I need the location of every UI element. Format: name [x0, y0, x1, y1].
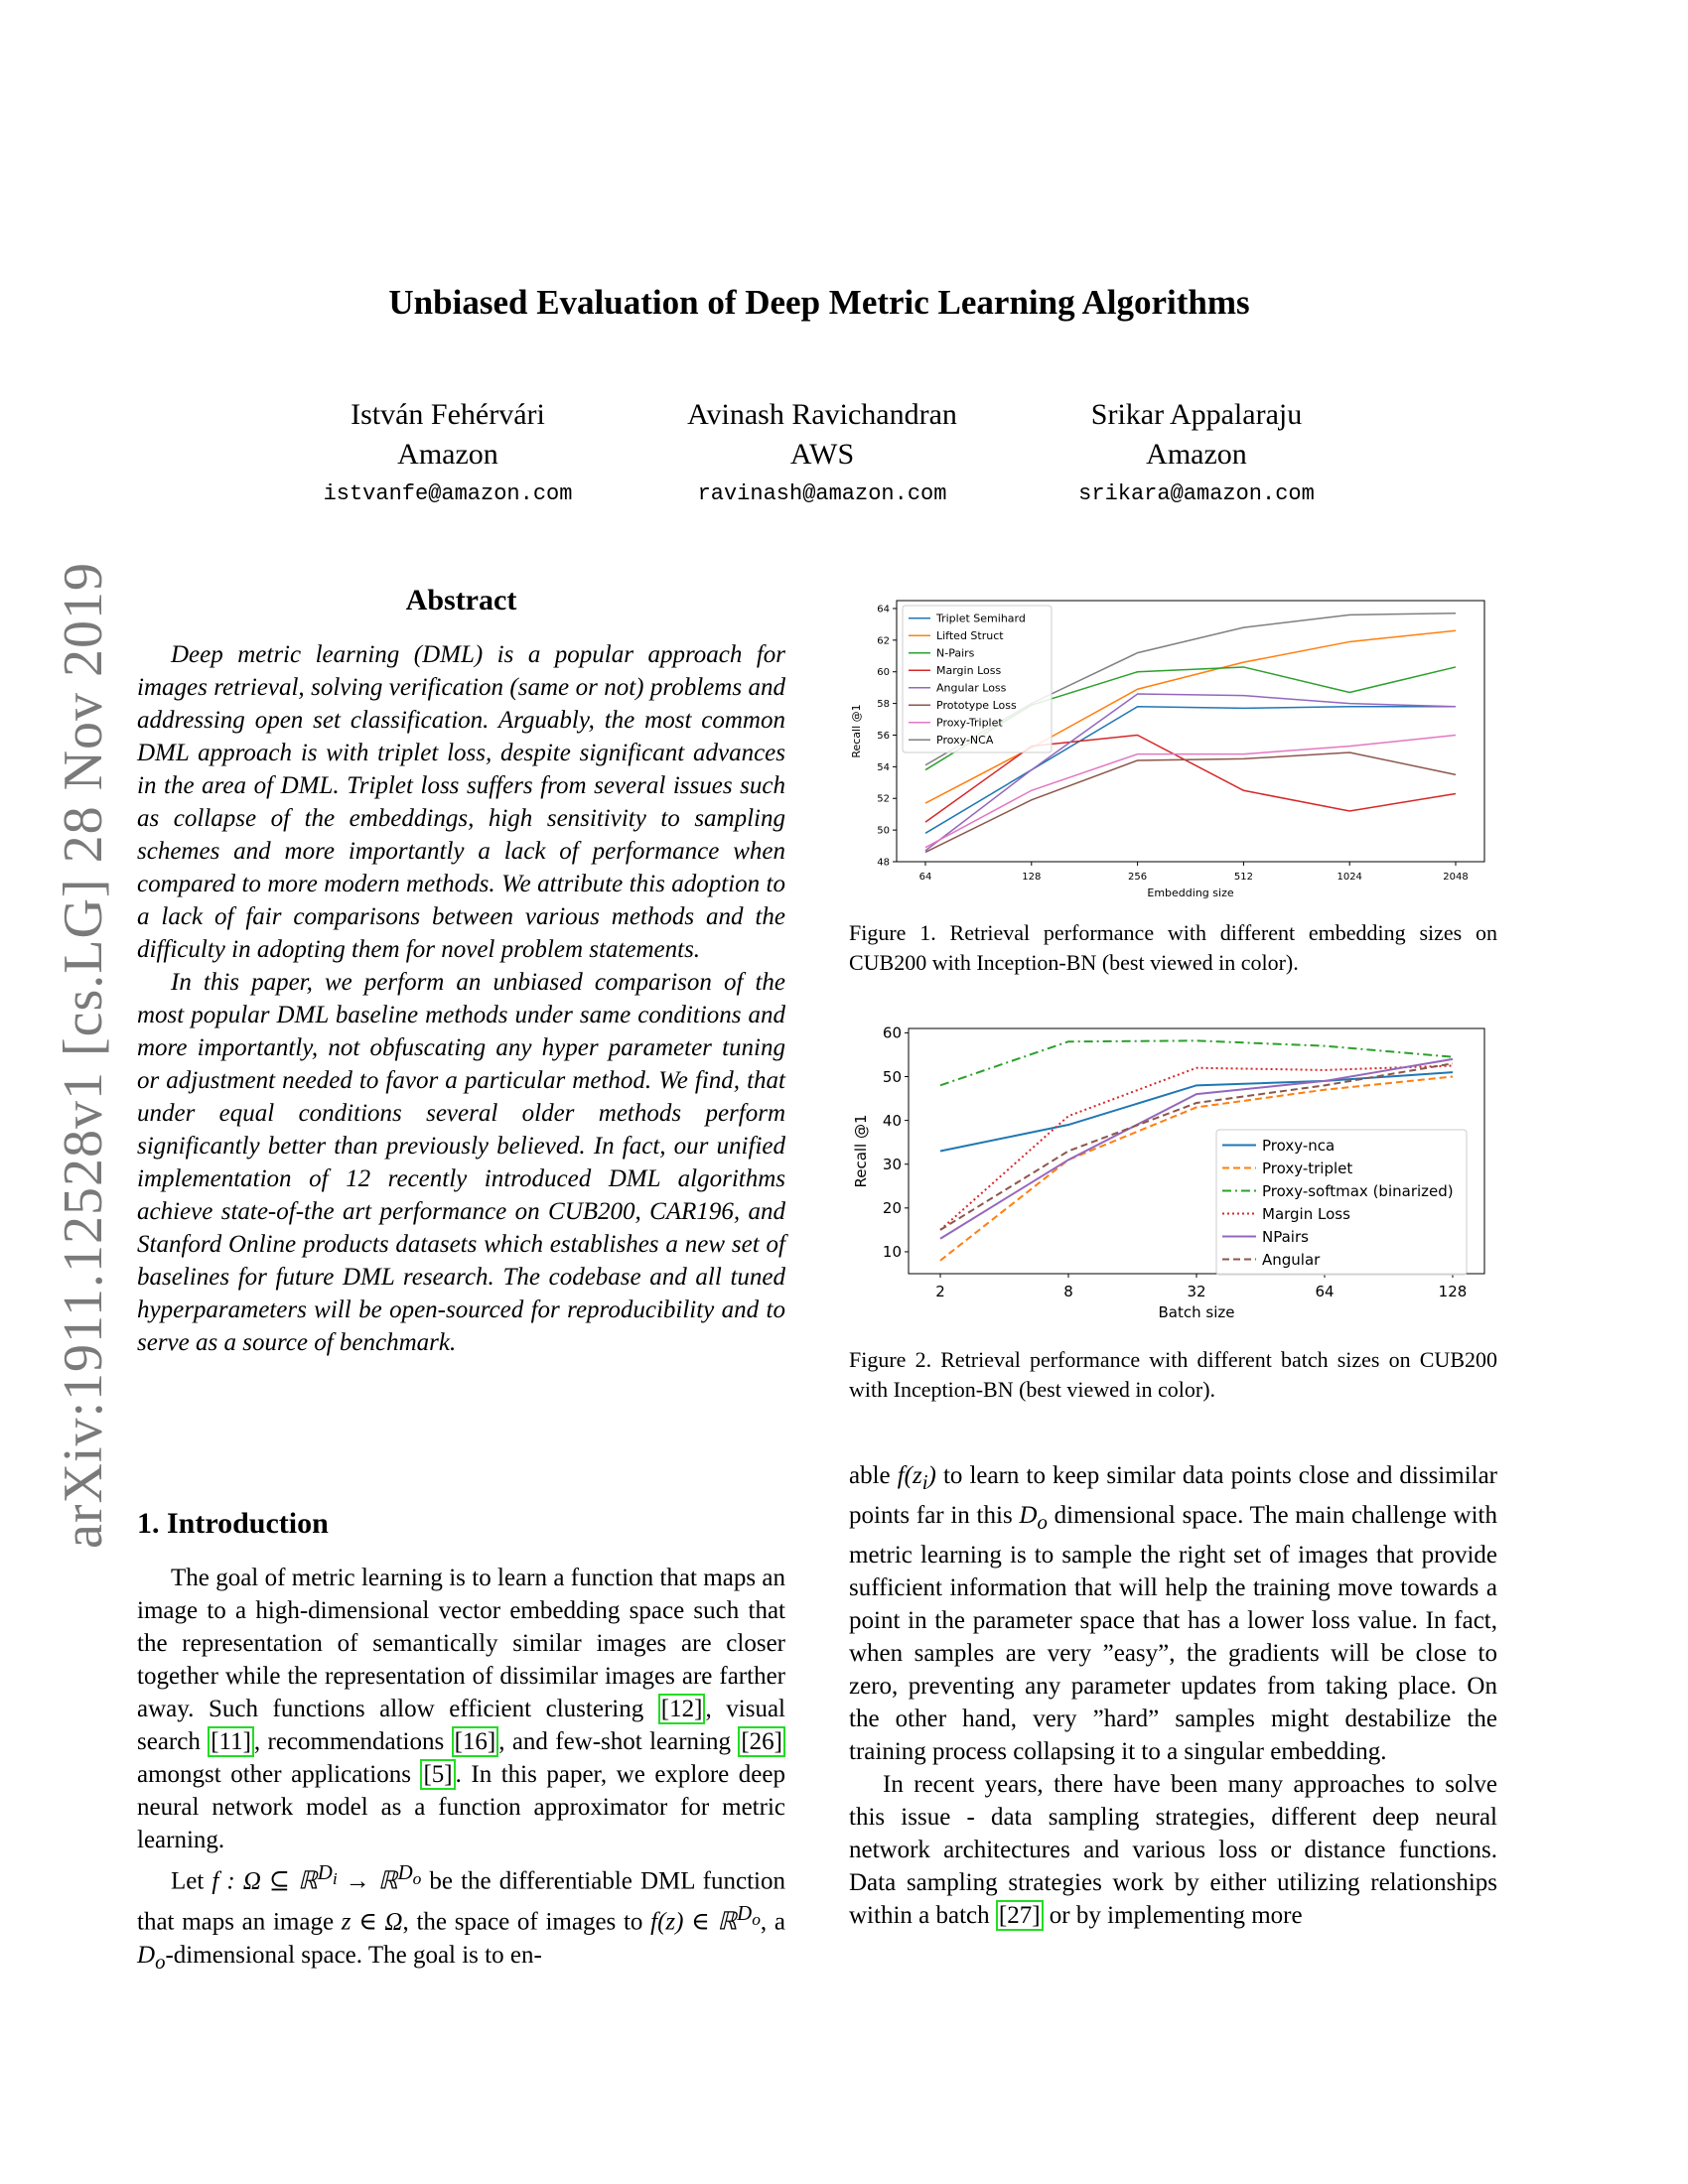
abstract-heading: Abstract: [405, 584, 517, 616]
legend-label: NPairs: [1262, 1227, 1309, 1246]
y-axis-label: Recall @1: [852, 1114, 870, 1188]
author-email: ravinash@amazon.com: [697, 481, 947, 506]
x-tick-label: 64: [918, 872, 932, 883]
legend-label: Margin Loss: [1262, 1204, 1350, 1223]
citation-link[interactable]: [5]: [420, 1759, 455, 1790]
intro-paragraph-3: able $f(z_i)$ to learn to keep similar data points close and dissimilar points far in this $D_o$ dimensional space. The main challenge with metric learning is to sample the right set of images that provide sufficient information that will help the training move towards a point in the parameter space that has a lower loss value. In fact, when samples are very ”easy”, the gradients will be close to zero, preventing any parameter updates from taking place. On the other hand, very ”hard” samples might destabilize the training process collapsing it to a singular embedding.: [849, 1462, 1498, 1765]
legend-label: Lifted Struct: [936, 629, 1004, 643]
section-heading: 1. Introduction: [137, 1507, 329, 1540]
author-affiliation: Amazon: [1146, 438, 1247, 471]
legend-label: Triplet Semihard: [936, 612, 1026, 625]
y-axis-label: Recall @1: [850, 704, 863, 758]
arxiv-side-label: arXiv:1911.12528v1 [cs.LG] 28 Nov 2019: [53, 561, 114, 1549]
citation-link[interactable]: [26]: [738, 1726, 785, 1757]
y-tick-label: 56: [877, 730, 890, 742]
legend-box: [1216, 1130, 1467, 1275]
author-affiliation: AWS: [789, 438, 855, 471]
x-tick-label: 128: [1022, 872, 1042, 883]
citation-link[interactable]: [11]: [208, 1726, 254, 1757]
legend-label: Proxy-softmax (binarized): [1262, 1181, 1454, 1200]
batch-size-chart: [849, 1023, 1499, 1330]
legend-label: Angular Loss: [936, 681, 1007, 695]
series-line: [925, 752, 1456, 852]
x-tick-label: 2048: [1443, 872, 1469, 883]
author-name: Srikar Appalaraju: [1090, 398, 1303, 431]
y-tick-label: 20: [882, 1199, 902, 1218]
author-1: [269, 395, 627, 508]
intro-paragraph-1: The goal of metric learning is to learn a function that maps an image to a high-dimensional vector embedding space such that the representation of semantically similar images are closer together while the representation of dissimilar images are farther away. Such functions allow efficient clustering [12] , visual search [11] , recommendations [16] , and few-shot learning [26] amongst other applications [5] . In this paper, we explore deep neural network model as a function approximator for metric learning.: [137, 1565, 785, 1853]
y-tick-label: 60: [877, 667, 890, 679]
legend-label: Proxy-nca: [1262, 1136, 1336, 1155]
x-tick-label: 8: [1063, 1283, 1073, 1300]
author-email: srikara@amazon.com: [1078, 481, 1315, 506]
y-tick-label: 58: [877, 699, 890, 711]
legend-label: N-Pairs: [936, 646, 975, 660]
abstract-section: [137, 584, 785, 1359]
legend-label: Proxy-triplet: [1262, 1159, 1353, 1177]
y-tick-label: 60: [882, 1024, 902, 1042]
introduction-section: [137, 1507, 785, 1979]
x-tick-label: 128: [1438, 1283, 1468, 1300]
legend-label: Proxy-Triplet: [936, 716, 1003, 730]
y-tick-label: 64: [877, 604, 890, 615]
legend-label: Prototype Loss: [936, 699, 1017, 713]
y-tick-label: 54: [877, 761, 890, 773]
author-email: istvanfe@amazon.com: [323, 481, 573, 506]
intro-paragraph-2: Let f : Ω ⊆ ℝ$^{D_i}$ → ℝ$^{D_o}$ be the differentiable DML function that maps an image z ∈ Ω, the space of images to f(z) ∈ ℝ$^{D_o}$, a $D_o$-dimensional space. The goal is to en-: [137, 1860, 785, 1974]
x-axis-label: Embedding size: [1147, 887, 1234, 898]
introduction-continued: [849, 1459, 1497, 1932]
author-name: Avinash Ravichandran: [687, 398, 957, 431]
figure-1-caption: Figure 1. Retrieval performance with different embedding sizes on CUB200 with Inception-BN (best viewed in color).: [849, 920, 1497, 975]
author-3: [1018, 395, 1375, 508]
legend-box: [903, 606, 1052, 752]
citation-link[interactable]: [16]: [452, 1726, 499, 1757]
x-tick-label: 512: [1233, 872, 1253, 883]
author-affiliation: Amazon: [397, 438, 498, 471]
legend-label: Margin Loss: [936, 664, 1002, 678]
y-tick-label: 30: [882, 1155, 902, 1173]
citation-link[interactable]: [12]: [658, 1694, 706, 1724]
y-tick-label: 50: [877, 825, 890, 837]
author-2: [643, 395, 1001, 508]
legend-label: Proxy-NCA: [936, 734, 994, 748]
x-tick-label: 2: [935, 1283, 945, 1300]
abstract-paragraph-1: Deep metric learning (DML) is a popular approach for images retrieval, solving verification (same or not) problems and addressing open set classification. Arguably, the most common DML approach is with triplet loss, despite significant advances in the area of DML. Triplet loss suffers from several issues such as collapse of the embeddings, high sensitivity to sampling schemes and more importantly a lack of performance when compared to more modern methods. We attribute this adoption to a lack of fair comparisons between various methods and the difficulty in adopting them for novel problem statements.: [137, 641, 785, 963]
y-tick-label: 50: [882, 1067, 902, 1086]
author-name: István Fehérvári: [351, 398, 545, 431]
x-axis-label: Batch size: [1158, 1303, 1235, 1321]
x-tick-label: 32: [1187, 1283, 1206, 1300]
x-tick-label: 64: [1315, 1283, 1335, 1300]
intro-paragraph-4: In recent years, there have been many approaches to solve this issue - data sampling strategies, different deep neural network architectures and various loss or distance functions. Data sampling strategies work by either utilizing relationships within a batch [27] or by implementing more: [849, 1771, 1497, 1929]
y-tick-label: 62: [877, 635, 890, 647]
embedding-size-chart: [849, 596, 1499, 898]
y-tick-label: 10: [882, 1243, 902, 1262]
citation-link[interactable]: [27]: [996, 1900, 1044, 1931]
x-tick-label: 1024: [1336, 872, 1362, 883]
series-line: [940, 1040, 1453, 1085]
y-tick-label: 40: [882, 1111, 902, 1130]
x-tick-label: 256: [1128, 872, 1148, 883]
y-tick-label: 48: [877, 857, 890, 869]
y-tick-label: 52: [877, 793, 890, 805]
abstract-paragraph-2: In this paper, we perform an unbiased comparison of the most popular DML baseline methods under same conditions and more importantly, not obfuscating any hyper parameter tuning or adjustment needed to favor a particular method. We find, that under equal conditions several older methods perform significantly better than previously believed. In fact, our unified implementation of 12 recently introduced DML algorithms achieve state-of-the art performance on CUB200, CAR196, and Stanford Online products datasets which establishes a new set of baselines for future DML research. The codebase and all tuned hyperparameters will be open-sourced for reproducibility and to serve as a source of benchmark.: [137, 969, 785, 1356]
paper-title: Unbiased Evaluation of Deep Metric Learning Algorithms: [388, 283, 1250, 322]
legend-label: Angular: [1262, 1250, 1321, 1269]
figure-2-caption: Figure 2. Retrieval performance with different batch sizes on CUB200 with Inception-BN (best viewed in color).: [849, 1347, 1497, 1402]
